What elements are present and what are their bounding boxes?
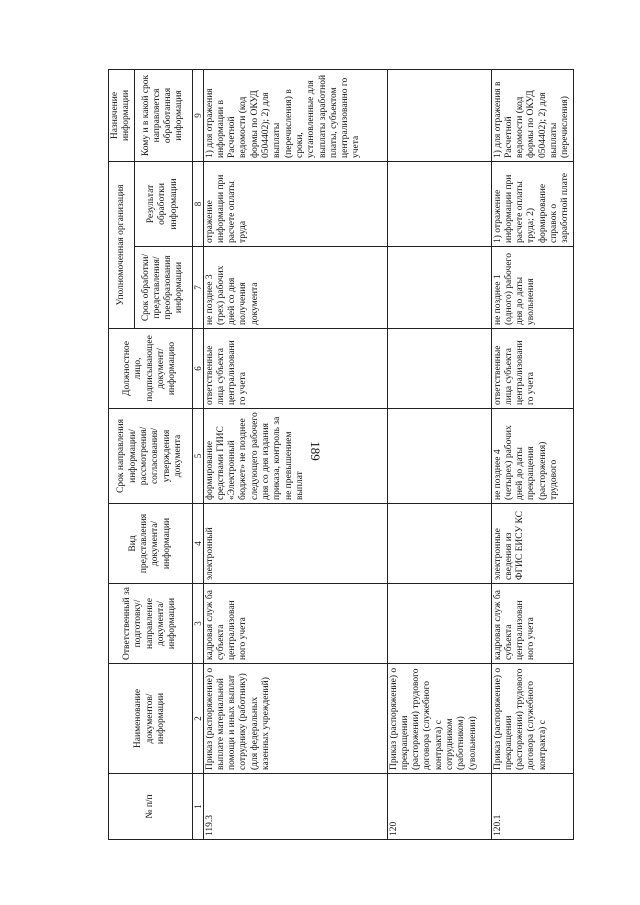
col-number: 8 <box>192 161 203 246</box>
row-num: 120.1 <box>491 774 573 840</box>
col-number: 5 <box>192 409 203 504</box>
row-name: Приказ (распоряжение) о выплате материальной помощи и иных выплат сотруднику (работнику) (для федеральных казенных учреждений) <box>203 664 387 774</box>
row-purpose <box>387 69 491 161</box>
document-table <box>108 69 574 840</box>
row-responsible <box>387 584 491 664</box>
row-responsible: кадровая служ ба субъекта централизован ного учета <box>491 584 573 664</box>
table-row <box>203 69 387 839</box>
row-type: электронный <box>203 504 387 584</box>
row-type <box>387 504 491 584</box>
table-row <box>387 69 491 839</box>
page-number: 189 <box>307 441 323 461</box>
header-row-top <box>109 69 135 839</box>
row-type: электронные сведения из ФГИС ЕИСУ КС <box>491 504 573 584</box>
rotated-table-container <box>108 70 571 840</box>
row-name: Приказ (распоряжение) о прекращении (расторжении) трудового договора (служебного контракта) с сотрудником (работником) (увольнении) <box>387 664 491 774</box>
row-signer: ответственные лица субъекта централизовани го учета <box>491 329 573 409</box>
row-term: не позднее 4 (четырех) рабочих дней до даты прекращения (расторжения) трудового <box>491 409 573 504</box>
row-term <box>387 409 491 504</box>
col-number: 6 <box>192 329 203 409</box>
row-name: Приказ (распоряжение) о прекращении (расторжении) трудового договора (служебного контракта) с <box>491 664 573 774</box>
row-num: 119.3 <box>203 774 387 840</box>
row-signer: ответственные лица субъекта централизовани го учета <box>203 329 387 409</box>
header-num: № п/п <box>109 774 193 840</box>
row-num: 120 <box>387 774 491 840</box>
row-term: формирование средствами ГИИС «Электронный бюджет» не позднее следующего рабочего дня со дня издания приказа, контроль за не превышением выплат <box>203 409 387 504</box>
header-name: Наименование документов/ информации <box>109 664 193 774</box>
row-purpose: 1) для отражения в Расчетной ведомости (код формы по ОКУД 0504402); 2) для выплаты (перечисления) <box>491 69 573 161</box>
header-org-term: Срок обработки/ представления/ преобразования информации <box>134 247 192 329</box>
col-number: 2 <box>192 664 203 774</box>
header-responsible: Ответственный за подготовку/ направление документа/ информации <box>109 584 193 664</box>
column-number-row <box>192 69 203 839</box>
row-org-result: 1) отражение информации при расчете оплаты труда; 2) формирование справок о заработной плате <box>491 161 573 246</box>
col-number: 1 <box>192 774 203 840</box>
table-row <box>491 69 573 839</box>
row-responsible: кадровая служ ба субъекта централизован ного учета <box>203 584 387 664</box>
row-signer <box>387 329 491 409</box>
header-term: Срок направления информации/ рассмотрения/ согласования/ утверждения документа <box>109 409 193 504</box>
row-org-result: отражение информации при расчете оплаты труда <box>203 161 387 246</box>
header-org: Уполномоченная организация <box>109 161 135 328</box>
col-number: 9 <box>192 69 203 161</box>
row-org-term <box>387 247 491 329</box>
header-purpose: Назначение информации <box>109 69 135 161</box>
row-purpose: 1) для отражения информации в Расчетной ведомости (код формы по ОКУД 0504402); 2) для выплаты (перечисления) в сроки, установленные для выплаты заработной платы, субъектом централизованно го учета <box>203 69 387 161</box>
row-org-term: не позднее 1 (одного) рабочего дня до даты увольнения <box>491 247 573 329</box>
header-org-result: Результат обработки информации <box>134 161 192 246</box>
header-signer: Должностное лицо, подписывающее документ/ информацию <box>109 329 193 409</box>
header-purpose-to: Кому и в какой срок направляется обработанная информация <box>134 69 192 161</box>
header-type: Вид представления документа/ информации <box>109 504 193 584</box>
col-number: 3 <box>192 584 203 664</box>
col-number: 4 <box>192 504 203 584</box>
row-org-term: не позднее 3 (трех) рабочих дней со дня получения документа <box>203 247 387 329</box>
row-org-result <box>387 161 491 246</box>
col-number: 7 <box>192 247 203 329</box>
